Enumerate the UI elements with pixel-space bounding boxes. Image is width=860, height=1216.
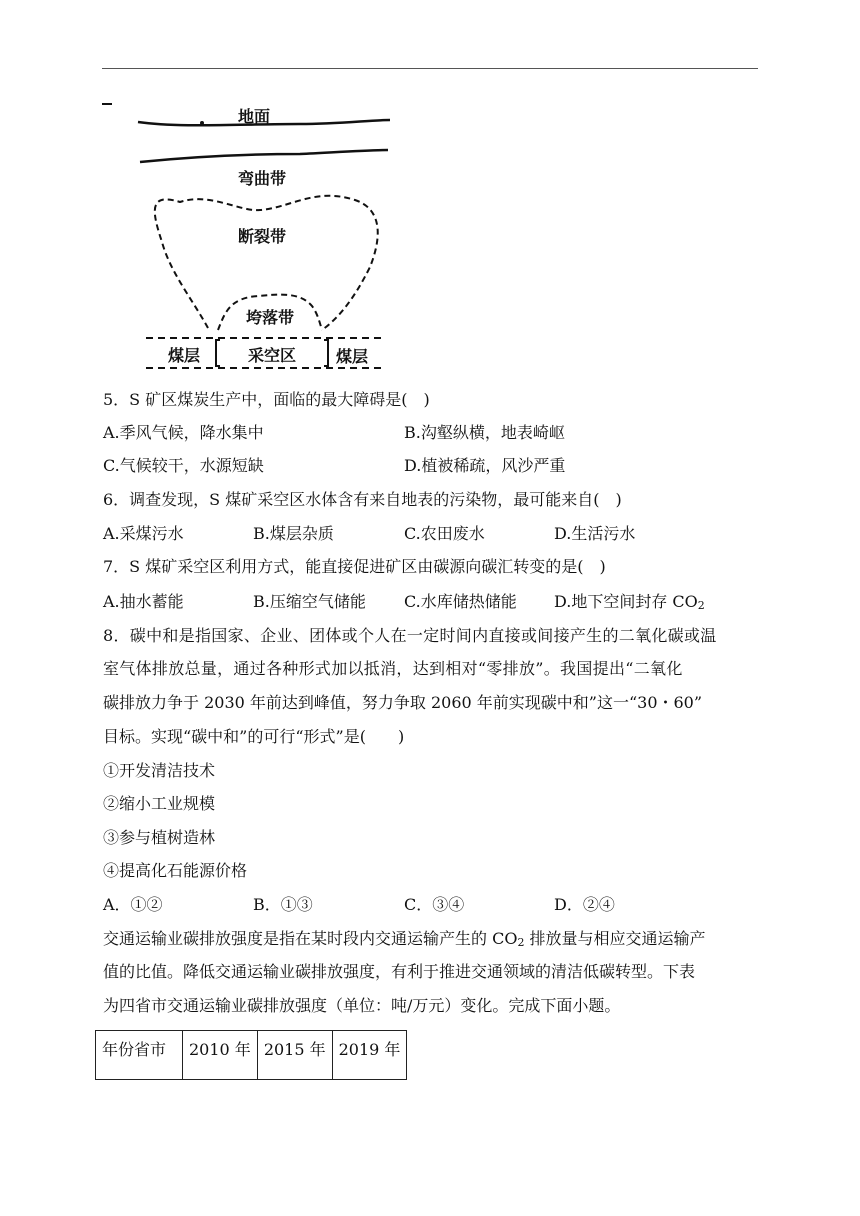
mining-strata-diagram	[100, 92, 400, 376]
q5-option-c: C.气候较干，水源短缺	[103, 456, 264, 475]
q8-item-2: ②缩小工业规模	[103, 794, 216, 813]
table-header-cell: 2019 年	[332, 1031, 407, 1080]
intro-line-3: 为四省市交通运输业碳排放强度（单位：吨/万元）变化。完成下面小题。	[103, 996, 621, 1015]
q5-option-d: D.植被稀疏，风沙严重	[404, 456, 566, 475]
bend-zone-line	[140, 150, 388, 162]
q7-option-c: C.水库储热储能	[404, 592, 517, 611]
q6-option-c: C.农田废水	[404, 524, 485, 543]
q6-option-a: A.采煤污水	[103, 524, 184, 543]
q8-stem-line-1: 8．碳中和是指国家、企业、团体或个人在一定时间内直接或间接产生的二氧化碳或温	[103, 626, 717, 645]
q8-stem-line-4: 目标。实现“碳中和”的可行“形式”是( )	[103, 727, 405, 746]
label-caving-zone: 垮落带	[246, 308, 295, 327]
q8-stem-line-2: 室气体排放总量，通过各种形式加以抵消，达到相对“零排放”。我国提出“二氧化	[103, 659, 683, 678]
q7-option-a: A.抽水蓄能	[103, 592, 184, 611]
q6-stem: 6．调查发现，S 煤矿采空区水体含有来自地表的污染物，最可能来自( )	[103, 490, 622, 509]
intro-line-2: 值的比值。降低交通运输业碳排放强度，有利于推进交通领域的清洁低碳转型。下表	[103, 962, 696, 981]
q8-option-a: A．①②	[103, 895, 163, 914]
label-ground: 地面	[238, 107, 271, 126]
label-goaf: 采空区	[248, 346, 297, 365]
q6-option-d: D.生活污水	[554, 524, 636, 543]
q7-option-b: B.压缩空气储能	[253, 592, 366, 611]
q5-option-b: B.沟壑纵横，地表崎岖	[404, 423, 565, 442]
table-header-cell: 年份省市	[96, 1031, 183, 1080]
q5-stem: 5．S 矿区煤炭生产中，面临的最大障碍是( )	[103, 390, 430, 409]
q8-option-d: D．②④	[554, 895, 615, 914]
header-rule	[102, 68, 758, 69]
q6-option-b: B.煤层杂质	[253, 524, 334, 543]
table-header-cell: 2015 年	[257, 1031, 332, 1080]
q8-option-c: C．③④	[404, 895, 465, 914]
label-fracture-zone: 断裂带	[238, 227, 287, 246]
q8-option-b: B．①③	[253, 895, 313, 914]
label-coal-left: 煤层	[168, 346, 201, 365]
q7-option-d: D.地下空间封存 $CO_2$	[554, 592, 705, 612]
q7-stem: 7．S 煤矿采空区利用方式，能直接促进矿区由碳源向碳汇转变的是( )	[103, 557, 606, 576]
table-header-cell: 2010 年	[183, 1031, 258, 1080]
label-coal-right: 煤层	[336, 347, 369, 366]
q8-stem-line-3: 碳排放力争于 2030 年前达到峰值，努力争取 2060 年前实现碳中和”这一“30・60”	[103, 693, 703, 712]
q8-item-1: ①开发清洁技术	[103, 761, 216, 780]
q8-item-4: ④提高化石能源价格	[103, 861, 248, 880]
emission-table	[95, 1030, 407, 1080]
table-header-row	[96, 1031, 407, 1080]
q5-option-a: A.季风气候，降水集中	[103, 423, 264, 442]
intro-line-1: 交通运输业碳排放强度是指在某时段内交通运输产生的 $CO_2$ 排放量与相应交通运输产	[103, 929, 706, 949]
label-bend-zone: 弯曲带	[238, 169, 287, 188]
q8-item-3: ③参与植树造林	[103, 828, 216, 847]
